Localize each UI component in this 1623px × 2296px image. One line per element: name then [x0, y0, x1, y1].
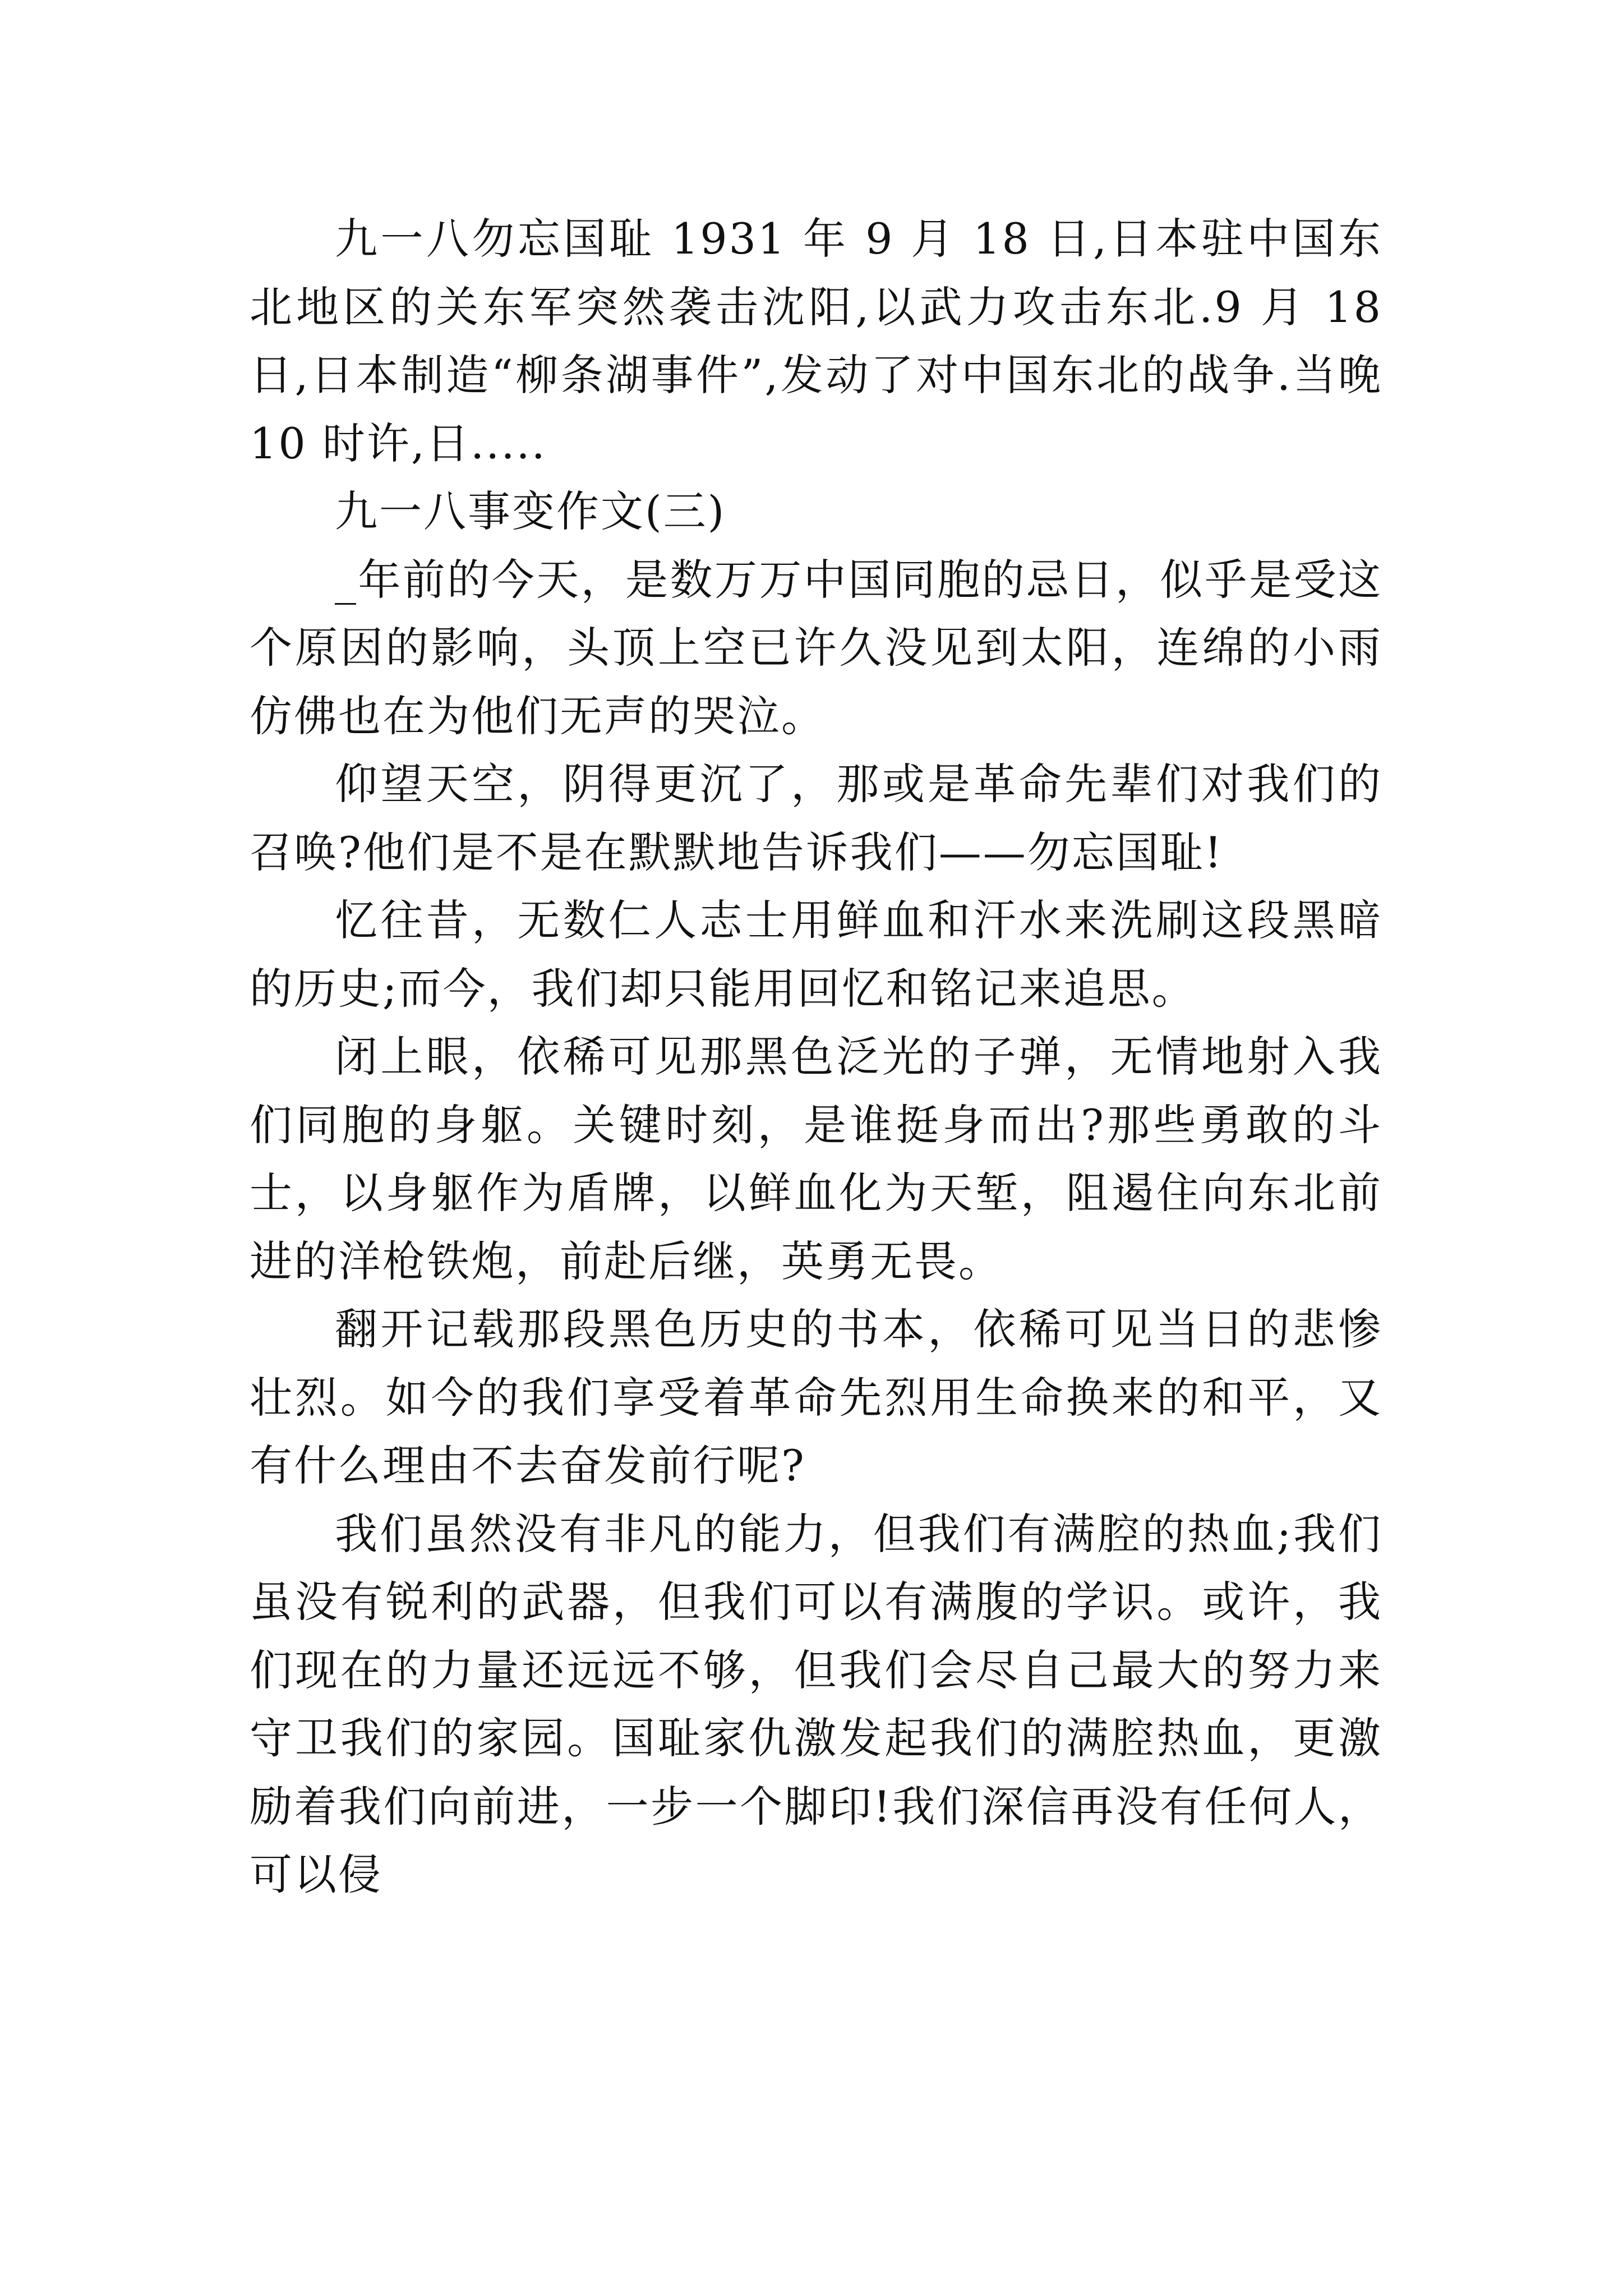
paragraph-intro: 九一八勿忘国耻 1931 年 9 月 18 日,日本驻中国东北地区的关东军突然袭击沈阳,以武力攻击东北.9 月 18 日,日本制造“柳条湖事件”,发动了对中国东北的战争.当晚 10 时许,日..... — [250, 214, 1382, 468]
paragraph: 仰望天空，阴得更沉了，那或是革命先辈们对我们的召唤?他们是不是在默默地告诉我们——勿忘国耻! — [250, 759, 1382, 877]
paragraph: 我们虽然没有非凡的能力，但我们有满腔的热血;我们虽没有锐利的武器，但我们可以有满腹的学识。或许，我们现在的力量还远远不够，但我们会尽自己最大的努力来守卫我们的家园。国耻家仇激发起我们的满腔热血，更激励着我们向前进，一步一个脚印!我们深信再没有任何人，可以侵 — [250, 1508, 1382, 1899]
document-body — [250, 205, 1382, 1909]
section-heading: 九一八事变作文(三) — [335, 486, 726, 536]
paragraph: _年前的今天，是数万万中国同胞的忌日，似乎是受这个原因的影响，头顶上空已许久没见到太阳，连绵的小雨仿佛也在为他们无声的哭泣。 — [250, 554, 1382, 741]
paragraph: 翻开记载那段黑色历史的书本，依稀可见当日的悲惨壮烈。如今的我们享受着革命先烈用生命换来的和平，又有什么理由不去奋发前行呢? — [250, 1304, 1382, 1490]
paragraph: 忆往昔，无数仁人志士用鲜血和汗水来洗刷这段黑暗的历史;而今，我们却只能用回忆和铭记来追思。 — [250, 895, 1382, 1014]
paragraph: 闭上眼，依稀可见那黑色泛光的子弹，无情地射入我们同胞的身躯。关键时刻，是谁挺身而出?那些勇敢的斗士，以身躯作为盾牌，以鲜血化为天堑，阻遏住向东北前进的洋枪铁炮，前赴后继，英勇无畏。 — [250, 1032, 1382, 1286]
